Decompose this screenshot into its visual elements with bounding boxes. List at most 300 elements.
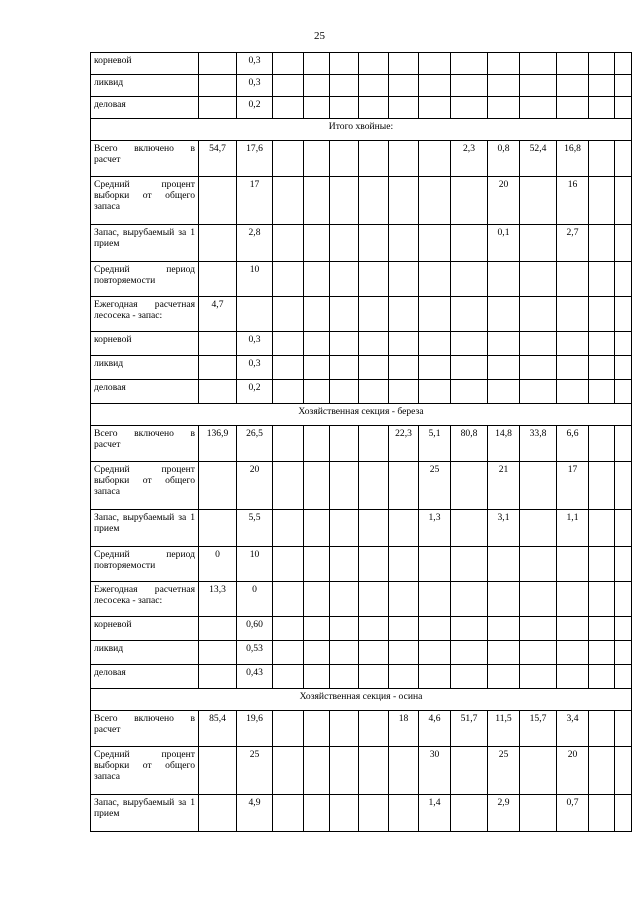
value-cell (330, 297, 359, 332)
value-cell (557, 97, 589, 119)
row-label: Средний период повторяемости (91, 262, 199, 297)
value-cell: 30 (419, 747, 451, 795)
value-cell (451, 297, 488, 332)
value-cell (359, 711, 389, 747)
value-cell (199, 177, 237, 225)
value-cell (273, 510, 304, 547)
value-cell (330, 582, 359, 617)
value-cell (304, 75, 330, 97)
value-cell (451, 747, 488, 795)
value-cell: 18 (389, 711, 419, 747)
value-cell (615, 665, 632, 689)
value-cell (304, 177, 330, 225)
value-cell (304, 141, 330, 177)
value-cell (488, 617, 520, 641)
value-cell (273, 53, 304, 75)
value-cell (330, 97, 359, 119)
value-cell (488, 380, 520, 404)
value-cell (273, 795, 304, 832)
value-cell (615, 332, 632, 356)
value-cell (520, 617, 557, 641)
value-cell (451, 380, 488, 404)
value-cell (273, 177, 304, 225)
value-cell (273, 75, 304, 97)
value-cell: 0,3 (237, 332, 273, 356)
value-cell (359, 426, 389, 462)
value-cell (389, 262, 419, 297)
row-label: ликвид (91, 356, 199, 380)
value-cell: 85,4 (199, 711, 237, 747)
value-cell (615, 75, 632, 97)
value-cell (389, 462, 419, 510)
section-header-row (91, 689, 632, 711)
value-cell: 16,8 (557, 141, 589, 177)
value-cell (520, 582, 557, 617)
value-cell (359, 510, 389, 547)
value-cell (589, 332, 615, 356)
value-cell: 25 (488, 747, 520, 795)
value-cell (359, 462, 389, 510)
value-cell (273, 665, 304, 689)
value-cell (304, 665, 330, 689)
value-cell (330, 177, 359, 225)
value-cell (273, 141, 304, 177)
value-cell (199, 356, 237, 380)
value-cell: 15,7 (520, 711, 557, 747)
section-title: Хозяйственная секция - береза (91, 404, 632, 426)
table-row (91, 462, 632, 510)
value-cell (199, 332, 237, 356)
value-cell (589, 582, 615, 617)
table-row (91, 380, 632, 404)
value-cell (615, 177, 632, 225)
value-cell (389, 747, 419, 795)
value-cell (451, 97, 488, 119)
value-cell: 4,9 (237, 795, 273, 832)
value-cell (557, 547, 589, 582)
value-cell: 10 (237, 547, 273, 582)
value-cell (520, 747, 557, 795)
value-cell (389, 795, 419, 832)
value-cell (488, 97, 520, 119)
value-cell (615, 747, 632, 795)
row-label: Средний процент выборки от общего запаса (91, 747, 199, 795)
value-cell (451, 462, 488, 510)
value-cell (589, 510, 615, 547)
value-cell (589, 747, 615, 795)
value-cell (419, 75, 451, 97)
value-cell (359, 53, 389, 75)
value-cell (419, 582, 451, 617)
value-cell (389, 75, 419, 97)
row-label: Всего включено в расчет (91, 141, 199, 177)
row-label: ликвид (91, 641, 199, 665)
value-cell (359, 665, 389, 689)
table-row (91, 141, 632, 177)
value-cell (615, 547, 632, 582)
value-cell (330, 426, 359, 462)
value-cell (273, 747, 304, 795)
table-row (91, 177, 632, 225)
value-cell (520, 225, 557, 262)
value-cell (199, 795, 237, 832)
value-cell (520, 356, 557, 380)
value-cell (389, 617, 419, 641)
value-cell (199, 617, 237, 641)
table-row (91, 641, 632, 665)
value-cell (451, 641, 488, 665)
value-cell (273, 380, 304, 404)
value-cell: 33,8 (520, 426, 557, 462)
value-cell: 5,5 (237, 510, 273, 547)
value-cell (199, 225, 237, 262)
row-label: Запас, вырубаемый за 1 прием (91, 225, 199, 262)
value-cell (419, 332, 451, 356)
value-cell: 3,1 (488, 510, 520, 547)
value-cell: 2,7 (557, 225, 589, 262)
value-cell (304, 510, 330, 547)
value-cell: 6,6 (557, 426, 589, 462)
value-cell (273, 297, 304, 332)
value-cell (304, 617, 330, 641)
table-row (91, 75, 632, 97)
value-cell (419, 617, 451, 641)
value-cell (615, 380, 632, 404)
value-cell (419, 177, 451, 225)
value-cell (589, 641, 615, 665)
value-cell (273, 225, 304, 262)
value-cell (488, 582, 520, 617)
value-cell (615, 711, 632, 747)
value-cell (359, 75, 389, 97)
value-cell (615, 356, 632, 380)
section-title: Хозяйственная секция - осина (91, 689, 632, 711)
value-cell (615, 795, 632, 832)
value-cell (359, 297, 389, 332)
value-cell (273, 641, 304, 665)
value-cell (389, 641, 419, 665)
value-cell (304, 297, 330, 332)
value-cell (451, 75, 488, 97)
value-cell: 20 (488, 177, 520, 225)
value-cell (304, 53, 330, 75)
value-cell (451, 617, 488, 641)
value-cell (520, 547, 557, 582)
value-cell (488, 53, 520, 75)
value-cell: 80,8 (451, 426, 488, 462)
value-cell (419, 380, 451, 404)
value-cell (389, 177, 419, 225)
value-cell: 2,8 (237, 225, 273, 262)
row-label: Ежегодная расчетная лесосека - запас: (91, 582, 199, 617)
table-row (91, 795, 632, 832)
value-cell (330, 225, 359, 262)
value-cell (330, 510, 359, 547)
table-row (91, 510, 632, 547)
value-cell (520, 641, 557, 665)
value-cell: 17,6 (237, 141, 273, 177)
value-cell (520, 177, 557, 225)
value-cell (589, 711, 615, 747)
value-cell (199, 747, 237, 795)
value-cell (589, 75, 615, 97)
value-cell (589, 665, 615, 689)
value-cell: 1,3 (419, 510, 451, 547)
table-row (91, 332, 632, 356)
row-label: Всего включено в расчет (91, 426, 199, 462)
value-cell (389, 547, 419, 582)
value-cell (273, 262, 304, 297)
value-cell (589, 225, 615, 262)
value-cell (557, 262, 589, 297)
value-cell (589, 380, 615, 404)
value-cell: 0,3 (237, 75, 273, 97)
row-label: Средний процент выборки от общего запаса (91, 462, 199, 510)
value-cell: 136,9 (199, 426, 237, 462)
value-cell: 11,5 (488, 711, 520, 747)
row-label: деловая (91, 97, 199, 119)
value-cell: 17 (557, 462, 589, 510)
value-cell (389, 510, 419, 547)
section-header-row (91, 119, 632, 141)
value-cell (520, 462, 557, 510)
value-cell (615, 510, 632, 547)
value-cell (330, 462, 359, 510)
value-cell (557, 356, 589, 380)
value-cell (419, 297, 451, 332)
value-cell (615, 641, 632, 665)
value-cell (237, 297, 273, 332)
value-cell (304, 795, 330, 832)
value-cell (304, 641, 330, 665)
table-row (91, 53, 632, 75)
value-cell (359, 747, 389, 795)
value-cell (304, 380, 330, 404)
value-cell (273, 711, 304, 747)
row-label: Всего включено в расчет (91, 711, 199, 747)
value-cell: 0,7 (557, 795, 589, 832)
value-cell (557, 582, 589, 617)
value-cell: 51,7 (451, 711, 488, 747)
value-cell (615, 262, 632, 297)
value-cell (389, 665, 419, 689)
value-cell (451, 177, 488, 225)
value-cell (557, 53, 589, 75)
value-cell (304, 462, 330, 510)
row-label: Запас, вырубаемый за 1 прием (91, 510, 199, 547)
value-cell: 0,43 (237, 665, 273, 689)
section-header-row (91, 404, 632, 426)
value-cell (589, 547, 615, 582)
value-cell (451, 665, 488, 689)
value-cell (520, 297, 557, 332)
value-cell (199, 75, 237, 97)
value-cell: 0,3 (237, 53, 273, 75)
value-cell (589, 426, 615, 462)
value-cell (330, 356, 359, 380)
value-cell (615, 225, 632, 262)
value-cell (615, 141, 632, 177)
value-cell (359, 582, 389, 617)
value-cell (304, 356, 330, 380)
value-cell (589, 177, 615, 225)
row-label: деловая (91, 380, 199, 404)
value-cell (389, 53, 419, 75)
value-cell (359, 332, 389, 356)
row-label: корневой (91, 332, 199, 356)
value-cell (304, 711, 330, 747)
section-title: Итого хвойные: (91, 119, 632, 141)
table-row (91, 356, 632, 380)
value-cell (389, 380, 419, 404)
value-cell (419, 356, 451, 380)
value-cell (451, 356, 488, 380)
value-cell: 20 (237, 462, 273, 510)
value-cell: 3,4 (557, 711, 589, 747)
value-cell (520, 332, 557, 356)
value-cell (520, 795, 557, 832)
value-cell: 2,9 (488, 795, 520, 832)
value-cell (304, 547, 330, 582)
value-cell (389, 297, 419, 332)
value-cell: 16 (557, 177, 589, 225)
value-cell (389, 332, 419, 356)
value-cell (330, 332, 359, 356)
value-cell (451, 582, 488, 617)
value-cell (488, 262, 520, 297)
value-cell (359, 547, 389, 582)
value-cell (304, 225, 330, 262)
value-cell (359, 97, 389, 119)
value-cell (304, 262, 330, 297)
value-cell (589, 795, 615, 832)
value-cell (419, 262, 451, 297)
value-cell (451, 53, 488, 75)
value-cell (199, 53, 237, 75)
value-cell: 54,7 (199, 141, 237, 177)
value-cell (330, 747, 359, 795)
value-cell (330, 795, 359, 832)
value-cell (520, 75, 557, 97)
value-cell (557, 617, 589, 641)
value-cell (615, 462, 632, 510)
row-label: корневой (91, 617, 199, 641)
value-cell: 0 (237, 582, 273, 617)
value-cell: 5,1 (419, 426, 451, 462)
value-cell (451, 795, 488, 832)
value-cell: 13,3 (199, 582, 237, 617)
value-cell (615, 97, 632, 119)
value-cell (589, 53, 615, 75)
value-cell: 19,6 (237, 711, 273, 747)
value-cell (419, 53, 451, 75)
value-cell (304, 332, 330, 356)
value-cell (199, 262, 237, 297)
value-cell: 0,60 (237, 617, 273, 641)
value-cell (273, 617, 304, 641)
value-cell (389, 141, 419, 177)
row-label: корневой (91, 53, 199, 75)
value-cell (389, 582, 419, 617)
page-number: 25 (314, 30, 325, 42)
table-row (91, 547, 632, 582)
value-cell (304, 97, 330, 119)
value-cell (589, 141, 615, 177)
value-cell (451, 510, 488, 547)
value-cell (451, 332, 488, 356)
value-cell (199, 97, 237, 119)
value-cell (359, 262, 389, 297)
value-cell (488, 297, 520, 332)
value-cell (589, 617, 615, 641)
value-cell (273, 582, 304, 617)
value-cell (488, 75, 520, 97)
value-cell (330, 53, 359, 75)
value-cell (557, 380, 589, 404)
value-cell: 52,4 (520, 141, 557, 177)
value-cell (273, 547, 304, 582)
value-cell (304, 426, 330, 462)
value-cell: 0,2 (237, 97, 273, 119)
value-cell: 17 (237, 177, 273, 225)
value-cell (451, 225, 488, 262)
value-cell (359, 795, 389, 832)
value-cell (330, 262, 359, 297)
value-cell (273, 332, 304, 356)
value-cell (304, 747, 330, 795)
row-label: ликвид (91, 75, 199, 97)
value-cell (389, 356, 419, 380)
value-cell: 0,2 (237, 380, 273, 404)
value-cell (330, 547, 359, 582)
value-cell (557, 665, 589, 689)
value-cell (389, 225, 419, 262)
value-cell: 25 (419, 462, 451, 510)
value-cell: 25 (237, 747, 273, 795)
value-cell (359, 177, 389, 225)
value-cell: 0,53 (237, 641, 273, 665)
value-cell (359, 641, 389, 665)
value-cell (330, 711, 359, 747)
value-cell (359, 225, 389, 262)
value-cell (199, 641, 237, 665)
table-row (91, 297, 632, 332)
table-row (91, 617, 632, 641)
table-row (91, 711, 632, 747)
value-cell (419, 665, 451, 689)
value-cell: 0,3 (237, 356, 273, 380)
value-cell: 10 (237, 262, 273, 297)
value-cell (330, 141, 359, 177)
value-cell (359, 141, 389, 177)
value-cell (520, 380, 557, 404)
value-cell (451, 547, 488, 582)
value-cell (304, 582, 330, 617)
table-row (91, 97, 632, 119)
value-cell: 1,4 (419, 795, 451, 832)
value-cell (330, 641, 359, 665)
table-row (91, 262, 632, 297)
value-cell (557, 641, 589, 665)
value-cell (273, 356, 304, 380)
value-cell (615, 426, 632, 462)
value-cell (589, 462, 615, 510)
value-cell (389, 97, 419, 119)
value-cell (589, 356, 615, 380)
table-body (91, 53, 632, 832)
value-cell: 1,1 (557, 510, 589, 547)
table-row (91, 225, 632, 262)
